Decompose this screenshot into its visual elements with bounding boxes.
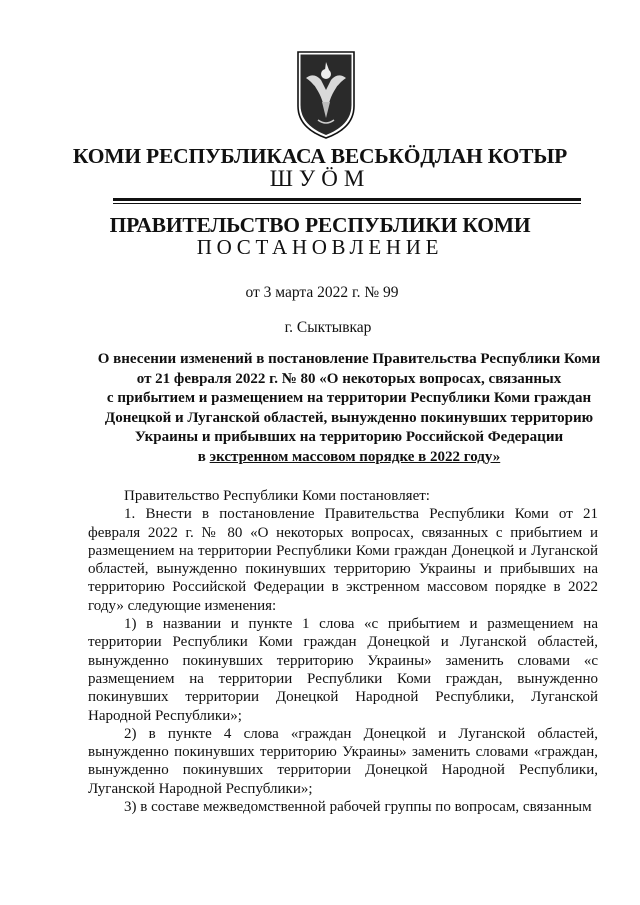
- subject-line-last: [60, 448, 638, 468]
- resolution-body: [88, 487, 598, 816]
- subject-last-underlined: экстренном массовом порядке в 2022 году»: [209, 448, 501, 465]
- subject-line: Донецкой и Луганской областей, вынужденно покинувших территорию: [104, 409, 594, 426]
- subject-line: с прибытием и размещением на территории Республики Коми граждан: [106, 390, 592, 406]
- resolution-intro: Правительство Республики Коми постановляет:: [124, 488, 430, 504]
- document-city: г. Сыктывкар: [284, 319, 372, 336]
- russian-government-title: ПРАВИТЕЛЬСТВО РЕСПУБЛИКИ КОМИ: [109, 213, 531, 237]
- header-divider-thick: [113, 198, 581, 201]
- header-divider-thin: [113, 203, 581, 204]
- russian-document-type: ПОСТАНОВЛЕНИЕ: [196, 235, 444, 259]
- body-paragraph: 3) в составе межведомственной рабочей группы по вопросам, связанным: [124, 799, 592, 816]
- komi-government-title: КОМИ РЕСПУБЛИКАСА ВЕСЬКӦДЛАН КОТЫР: [72, 144, 568, 168]
- subject-line: Украины и прибывших на территорию Российской Федерации: [134, 429, 564, 445]
- komi-coat-of-arms-emblem: [294, 48, 358, 140]
- subject-line: от 21 февраля 2022 г. № 80 «О некоторых вопросах, связанных: [136, 370, 562, 387]
- subject-last-prefix: в: [197, 448, 210, 465]
- body-paragraph: 1. Внести в постановление Правительства Республики Коми от 21 февраля 2022 г. № 80 «О некоторых вопросах, связанных с прибытием и размещением на территории Республики Коми граждан Донецкой и Луганской областей, вынужденно покинувших территорию Украины и прибывших на территорию Российской Федерации в экстренном массовом порядке в 2022 году» следующие изменения:: [88, 506, 598, 614]
- document-date-number: от 3 марта 2022 г. № 99: [245, 284, 399, 301]
- body-paragraph: 1) в названии и пункте 1 слова «с прибытием и размещением на территории Республики Коми граждан Донецкой и Луганской областей, вынужденно покинувших территорию Украины» заменить словами «с размещением на территории Республики Коми граждан, вынужденно покинувших территории Донецкой Народной Республики, Луганской Народной Республики»;: [88, 616, 598, 724]
- resolution-subject: [60, 350, 638, 467]
- komi-document-type: ШУӦМ: [269, 166, 371, 191]
- subject-line: О внесении изменений в постановление Правительства Республики Коми: [97, 351, 601, 367]
- body-paragraph: 2) в пункте 4 слова «граждан Донецкой и Луганской областей, вынужденно покинувших территорию Украины» заменить словами «граждан, вынужденно покинувших территории Донецкой Народной Республики, Луганской Народной Республики»;: [88, 725, 598, 797]
